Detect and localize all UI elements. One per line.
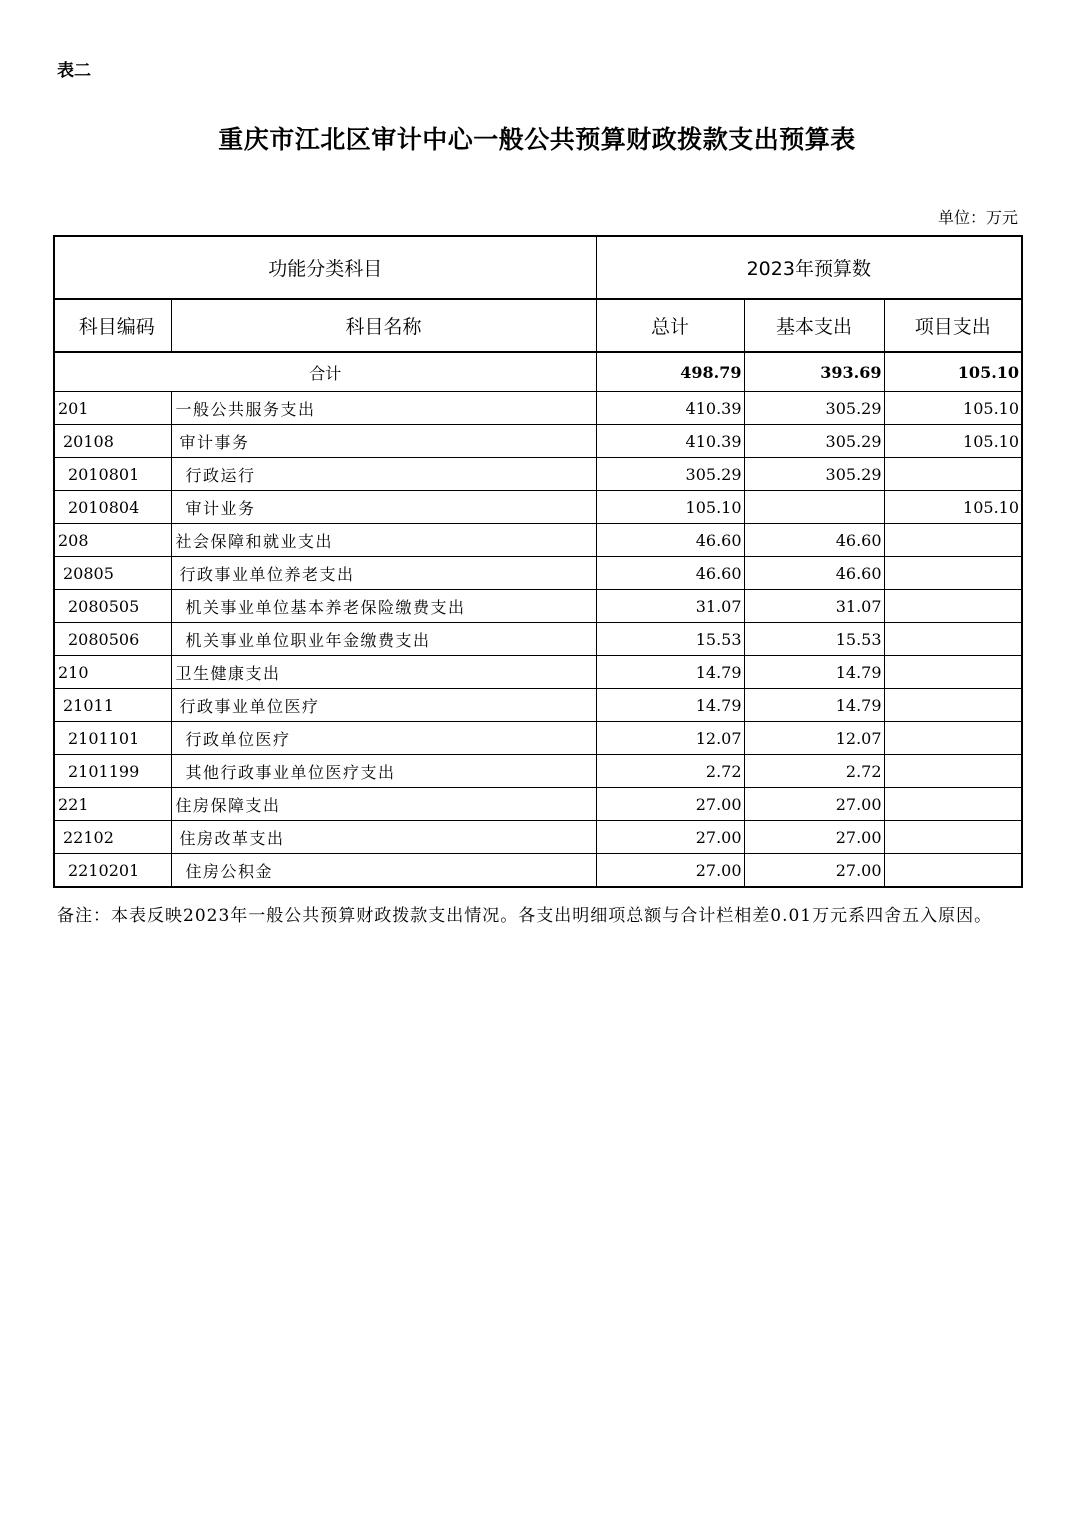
table-row <box>54 722 1022 755</box>
row-name: 卫生健康支出 <box>171 656 596 689</box>
row-total: 46.60 <box>596 524 744 557</box>
row-total: 27.00 <box>596 788 744 821</box>
total-basic: 393.69 <box>744 352 884 392</box>
row-project <box>884 590 1022 623</box>
table-row <box>54 788 1022 821</box>
row-name: 行政事业单位医疗 <box>171 689 596 722</box>
row-name: 社会保障和就业支出 <box>171 524 596 557</box>
row-name: 其他行政事业单位医疗支出 <box>171 755 596 788</box>
row-basic: 12.07 <box>744 722 884 755</box>
row-code: 210 <box>54 656 171 689</box>
row-name: 机关事业单位基本养老保险缴费支出 <box>171 590 596 623</box>
row-basic: 2.72 <box>744 755 884 788</box>
row-total: 27.00 <box>596 821 744 854</box>
table-row <box>54 755 1022 788</box>
row-project <box>884 656 1022 689</box>
row-basic: 305.29 <box>744 392 884 425</box>
row-project <box>884 788 1022 821</box>
budget-table <box>53 235 1023 888</box>
row-code: 2101199 <box>54 755 171 788</box>
table-row <box>54 425 1022 458</box>
row-code: 22102 <box>54 821 171 854</box>
header-project: 项目支出 <box>884 299 1022 352</box>
row-basic: 27.00 <box>744 854 884 888</box>
row-total: 105.10 <box>596 491 744 524</box>
header-function-category: 功能分类科目 <box>54 236 596 299</box>
row-basic: 305.29 <box>744 458 884 491</box>
row-total: 31.07 <box>596 590 744 623</box>
unit-label: 单位：万元 <box>937 208 1018 227</box>
row-name: 审计事务 <box>171 425 596 458</box>
row-code: 2010801 <box>54 458 171 491</box>
row-code: 2210201 <box>54 854 171 888</box>
table-row <box>54 491 1022 524</box>
total-project: 105.10 <box>884 352 1022 392</box>
total-label: 合计 <box>54 352 596 392</box>
table-row <box>54 557 1022 590</box>
table-row <box>54 623 1022 656</box>
row-basic: 14.79 <box>744 656 884 689</box>
row-name: 审计业务 <box>171 491 596 524</box>
row-project <box>884 623 1022 656</box>
row-project <box>884 722 1022 755</box>
row-project: 105.10 <box>884 392 1022 425</box>
row-total: 46.60 <box>596 557 744 590</box>
row-project <box>884 689 1022 722</box>
row-code: 208 <box>54 524 171 557</box>
row-project <box>884 755 1022 788</box>
row-basic: 46.60 <box>744 557 884 590</box>
row-code: 2080505 <box>54 590 171 623</box>
row-basic: 46.60 <box>744 524 884 557</box>
table-row <box>54 524 1022 557</box>
row-basic: 31.07 <box>744 590 884 623</box>
row-project: 105.10 <box>884 491 1022 524</box>
row-code: 2080506 <box>54 623 171 656</box>
header-name: 科目名称 <box>171 299 596 352</box>
sheet-label: 表二 <box>57 61 91 81</box>
row-basic <box>744 491 884 524</box>
table-row <box>54 590 1022 623</box>
row-project <box>884 524 1022 557</box>
row-project <box>884 458 1022 491</box>
row-total: 12.07 <box>596 722 744 755</box>
header-code: 科目编码 <box>54 299 171 352</box>
row-total: 410.39 <box>596 425 744 458</box>
table-row <box>54 821 1022 854</box>
row-code: 221 <box>54 788 171 821</box>
row-project <box>884 557 1022 590</box>
row-name: 住房改革支出 <box>171 821 596 854</box>
row-name: 行政运行 <box>171 458 596 491</box>
row-code: 21011 <box>54 689 171 722</box>
table-row <box>54 392 1022 425</box>
table-row <box>54 656 1022 689</box>
row-project <box>884 821 1022 854</box>
header-row-columns <box>54 299 1022 352</box>
row-name: 机关事业单位职业年金缴费支出 <box>171 623 596 656</box>
row-basic: 15.53 <box>744 623 884 656</box>
row-code: 201 <box>54 392 171 425</box>
header-total: 总计 <box>596 299 744 352</box>
row-total: 305.29 <box>596 458 744 491</box>
row-total: 15.53 <box>596 623 744 656</box>
row-name: 一般公共服务支出 <box>171 392 596 425</box>
table-row <box>54 854 1022 888</box>
header-basic: 基本支出 <box>744 299 884 352</box>
row-basic: 27.00 <box>744 788 884 821</box>
row-name: 行政单位医疗 <box>171 722 596 755</box>
row-basic: 27.00 <box>744 821 884 854</box>
row-code: 2101101 <box>54 722 171 755</box>
table-row <box>54 689 1022 722</box>
row-basic: 305.29 <box>744 425 884 458</box>
row-total: 2.72 <box>596 755 744 788</box>
row-total: 14.79 <box>596 689 744 722</box>
header-budget-year: 2023年预算数 <box>596 236 1022 299</box>
row-code: 20108 <box>54 425 171 458</box>
row-name: 行政事业单位养老支出 <box>171 557 596 590</box>
header-row-group <box>54 236 1022 299</box>
row-code: 2010804 <box>54 491 171 524</box>
row-name: 住房保障支出 <box>171 788 596 821</box>
row-project <box>884 854 1022 888</box>
row-total: 14.79 <box>596 656 744 689</box>
row-basic: 14.79 <box>744 689 884 722</box>
row-code: 20805 <box>54 557 171 590</box>
row-total: 27.00 <box>596 854 744 888</box>
footnote: 备注：本表反映2023年一般公共预算财政拨款支出情况。各支出明细项总额与合计栏相差0.01万元系四舍五入原因。 <box>57 906 993 926</box>
total-row <box>54 352 1022 392</box>
row-project: 105.10 <box>884 425 1022 458</box>
row-name: 住房公积金 <box>171 854 596 888</box>
table-row <box>54 458 1022 491</box>
total-amount: 498.79 <box>596 352 744 392</box>
page-title: 重庆市江北区审计中心一般公共预算财政拨款支出预算表 <box>218 125 856 154</box>
row-total: 410.39 <box>596 392 744 425</box>
